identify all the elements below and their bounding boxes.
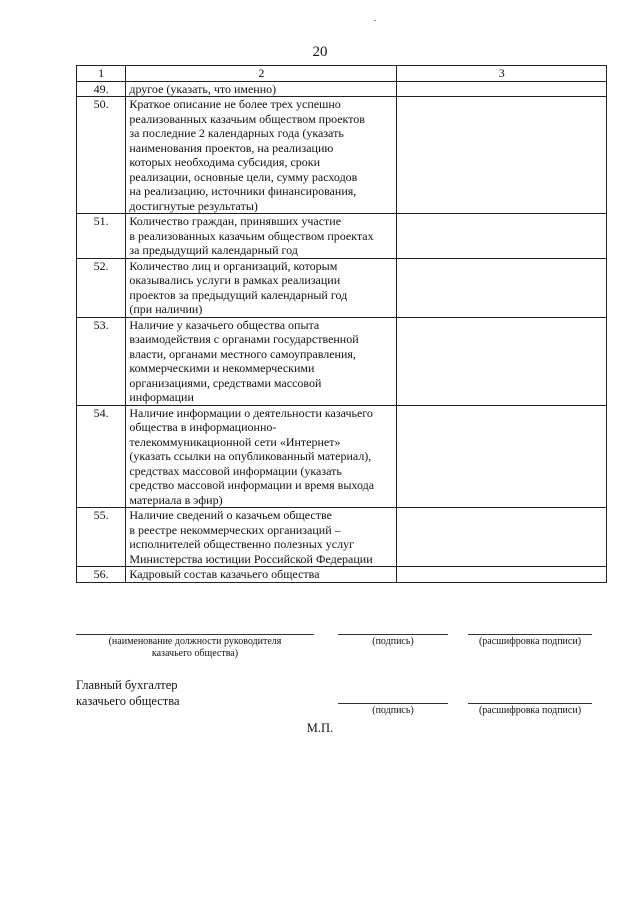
table-row	[77, 97, 607, 214]
row-value-cell[interactable]	[397, 317, 607, 405]
row-number: 49.	[77, 81, 126, 97]
row-value-cell[interactable]	[397, 97, 607, 214]
row-number: 53.	[77, 317, 126, 405]
header-col-2: 2	[126, 66, 397, 82]
row-number: 52.	[77, 258, 126, 317]
chief-accountant-label: Главный бухгалтер казачьего общества	[76, 678, 180, 708]
table-row	[77, 81, 607, 97]
page-number: 20	[312, 44, 328, 60]
row-description: Краткое описание не более трех успешно реализованных казачьим обществом проектов за последние 2 календарных года (указать наименования проектов, на реализацию которых необходима субсидия, сроки реализации, основные цели, сумму расходов на реализацию, источники финансирования, достигнутые результаты)	[126, 97, 397, 214]
header-col-3: 3	[397, 66, 607, 82]
row-description: Кадровый состав казачьего общества	[126, 567, 397, 583]
row-number: 51.	[77, 214, 126, 259]
row-number: 50.	[77, 97, 126, 214]
signature-caption: (подпись)	[372, 636, 414, 647]
stamp-place: М.П.	[306, 721, 334, 735]
table-row	[77, 405, 607, 508]
decoding-line[interactable]	[468, 634, 592, 635]
row-value-cell[interactable]	[397, 567, 607, 583]
row-description: Наличие сведений о казачьем обществе в реестре некоммерческих организаций – исполнителей общественно полезных услуг Министерства юстиции Российской Федерации	[126, 508, 397, 567]
row-description: другое (указать, что именно)	[126, 81, 397, 97]
row-number: 56.	[77, 567, 126, 583]
row-value-cell[interactable]	[397, 508, 607, 567]
row-number: 55.	[77, 508, 126, 567]
signature-line[interactable]	[338, 634, 448, 635]
header-col-1: 1	[77, 66, 126, 82]
row-description: Наличие у казачьего общества опыта взаимодействия с органами государственной власти, органами местного самоуправления, коммерческими и некоммерческими организациями, средствами массовой информации	[126, 317, 397, 405]
row-description: Количество лиц и организаций, которым оказывались услуги в рамках реализации проектов за предыдущий календарный год (при наличии)	[126, 258, 397, 317]
form-table	[76, 65, 607, 583]
table-row	[77, 258, 607, 317]
table-row	[77, 567, 607, 583]
row-value-cell[interactable]	[397, 258, 607, 317]
row-value-cell[interactable]	[397, 405, 607, 508]
row-description: Количество граждан, принявших участие в реализованных казачьим обществом проектах за предыдущий календарный год	[126, 214, 397, 259]
row-description: Наличие информации о деятельности казачьего общества в информационно- телекоммуникационной сети «Интернет» (указать ссылки на опубликованный материал), средствах массовой информации (указать средство массовой информации и время выхода материала в эфир)	[126, 405, 397, 508]
head-position-line[interactable]	[76, 634, 314, 635]
row-value-cell[interactable]	[397, 214, 607, 259]
decoding-caption-2: (расшифровка подписи)	[478, 705, 582, 716]
decoding-caption: (расшифровка подписи)	[478, 636, 582, 647]
signature-line-2[interactable]	[338, 703, 448, 704]
table-row	[77, 508, 607, 567]
head-position-caption: (наименование должности руководителя казачьего общества)	[108, 636, 282, 659]
table-row	[77, 317, 607, 405]
table-row	[77, 214, 607, 259]
row-number: 54.	[77, 405, 126, 508]
decoding-line-2[interactable]	[468, 703, 592, 704]
row-value-cell[interactable]	[397, 81, 607, 97]
scan-speck	[374, 20, 376, 21]
signature-caption-2: (подпись)	[372, 705, 414, 716]
table-header-row	[77, 66, 607, 82]
